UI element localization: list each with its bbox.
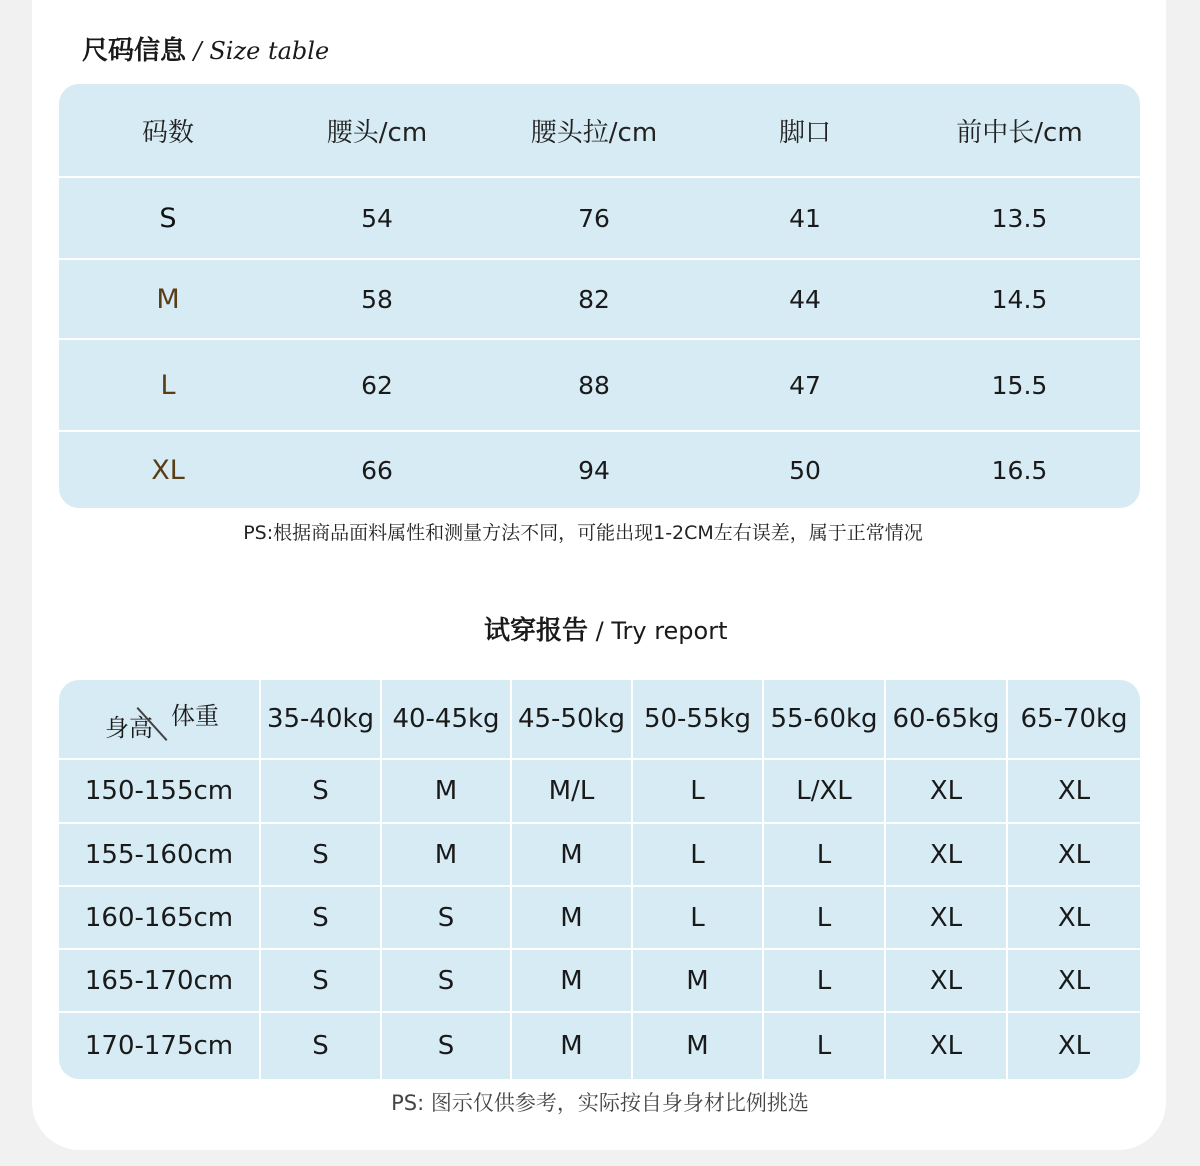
header-leg-opening: 脚口 [778, 117, 831, 148]
size-table-title-en: / Size table [186, 37, 330, 65]
size-cell: XL [1006, 887, 1140, 948]
size-cell: M [631, 950, 762, 1011]
height-label: 155-160cm [84, 839, 234, 870]
try-report-title-cn: 试穿报告 [484, 616, 589, 646]
height-axis-label: 身高 [105, 714, 153, 742]
front-rise-value: 15.5 [991, 370, 1048, 400]
leg-opening-value: 47 [789, 370, 821, 400]
waist-value: 58 [361, 284, 393, 314]
size-cell: L [762, 950, 884, 1011]
weight-header: 50-55kg [631, 680, 762, 758]
table-row [59, 822, 1140, 885]
height-label: 160-165cm [84, 902, 234, 933]
size-cell: M [510, 824, 631, 885]
table-row [59, 758, 1140, 822]
size-table-title-cn: 尺码信息 [82, 36, 187, 66]
size-label: XL [151, 454, 185, 486]
table-row [59, 338, 1140, 430]
try-report-title-en: / Try report [588, 617, 728, 645]
leg-opening-value: 41 [789, 203, 821, 233]
size-cell: S [259, 824, 380, 885]
size-cell: S [259, 760, 380, 822]
height-label: 165-170cm [84, 965, 234, 996]
size-cell: XL [884, 950, 1006, 1011]
header-waist-stretch: 腰头拉/cm [530, 117, 658, 148]
weight-header: 65-70kg [1006, 680, 1140, 758]
size-cell: L [762, 887, 884, 948]
size-cell: M [510, 887, 631, 948]
header-front-rise: 前中长/cm [956, 117, 1083, 148]
waist-value: 62 [361, 370, 393, 400]
front-rise-value: 13.5 [991, 203, 1048, 233]
size-cell: XL [1006, 950, 1140, 1011]
try-report-title [484, 610, 728, 647]
leg-opening-value: 50 [789, 455, 821, 485]
size-cell: S [380, 950, 510, 1011]
waist-stretch-value: 76 [578, 203, 610, 233]
leg-opening-value: 44 [789, 284, 821, 314]
size-cell: M [380, 760, 510, 822]
waist-stretch-value: 82 [578, 284, 610, 314]
size-cell: L/XL [762, 760, 884, 822]
front-rise-value: 14.5 [991, 284, 1048, 314]
size-cell: S [380, 1013, 510, 1079]
size-cell: L [762, 1013, 884, 1079]
size-cell: XL [884, 1013, 1006, 1079]
size-cell: M [510, 950, 631, 1011]
size-cell: L [631, 824, 762, 885]
weight-header: 45-50kg [510, 680, 631, 758]
size-cell: S [259, 887, 380, 948]
size-cell: XL [884, 824, 1006, 885]
weight-header: 60-65kg [884, 680, 1006, 758]
header-waist: 腰头/cm [326, 117, 428, 148]
size-cell: M [380, 824, 510, 885]
height-label: 170-175cm [84, 1031, 234, 1061]
size-cell: L [762, 824, 884, 885]
size-cell: M/L [510, 760, 631, 822]
waist-stretch-value: 88 [578, 370, 610, 400]
corner-cell [59, 680, 259, 758]
table-row [59, 176, 1140, 258]
size-table-header [59, 84, 1140, 176]
table-row [59, 1011, 1140, 1079]
size-cell: XL [884, 887, 1006, 948]
size-cell: S [259, 950, 380, 1011]
size-table [59, 84, 1140, 508]
size-table-note: PS:根据商品面料属性和测量方法不同，可能出现1-2CM左右误差，属于正常情况 [243, 522, 923, 544]
size-cell: XL [884, 760, 1006, 822]
size-cell: L [631, 760, 762, 822]
table-row [59, 258, 1140, 338]
try-table-header [59, 680, 1140, 758]
waist-value: 54 [361, 203, 393, 233]
size-cell: XL [1006, 824, 1140, 885]
front-rise-value: 16.5 [991, 455, 1048, 485]
size-cell: L [631, 887, 762, 948]
table-row [59, 430, 1140, 508]
weight-header: 40-45kg [380, 680, 510, 758]
size-cell: S [259, 1013, 380, 1079]
size-cell: M [510, 1013, 631, 1079]
weight-header: 35-40kg [259, 680, 380, 758]
header-size: 码数 [141, 117, 194, 148]
size-table-title [82, 30, 329, 67]
table-row [59, 885, 1140, 948]
size-label: S [159, 202, 177, 234]
try-report-note: PS: 图示仅供参考，实际按自身身材比例挑选 [391, 1091, 809, 1115]
size-cell: M [631, 1013, 762, 1079]
try-report-table [59, 680, 1140, 1079]
size-cell: S [380, 887, 510, 948]
weight-axis-label: 体重 [171, 702, 219, 730]
table-row [59, 948, 1140, 1011]
weight-header: 55-60kg [762, 680, 884, 758]
size-label: L [160, 369, 176, 401]
size-cell: XL [1006, 1013, 1140, 1079]
waist-stretch-value: 94 [578, 455, 610, 485]
size-label: M [156, 283, 180, 315]
height-label: 150-155cm [84, 776, 234, 806]
waist-value: 66 [361, 455, 393, 485]
size-cell: XL [1006, 760, 1140, 822]
